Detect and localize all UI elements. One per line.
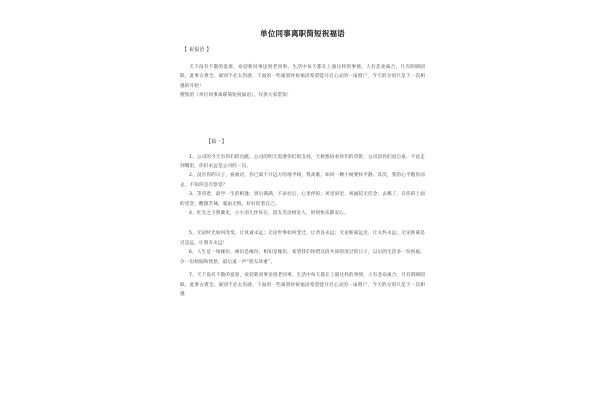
intro-paragraph <box>180 63 425 91</box>
document-body <box>180 28 425 299</box>
intro-line-2: 离别时祝福语希望能开启心灵的一扇窗户，今天的分别只是下一次相遇的开始！ <box>180 74 425 89</box>
list-item: 6、人生是一场缘份，相识是缘份，相知是缘份，希望我们珍惜这段共同的度过的日子，以后的生活多一份祝福，少一份烦恼和忧愁，最后道一声“朋友珍重”。 <box>180 250 425 265</box>
list-item: 2、没有你的日子，祝福语，你已离不开远方的地平线，我高歌，如同一颗小树要样平静。其次，我的心平随你而去，不知你是否察觉？ <box>180 173 425 188</box>
list-item: 1、公司的今天有你们的贡献，公司的明天需要你们的支持，天桥擦肩看你们的背影，公司因你们而自豪，不论走到哪里，你们永远是公司的一员。 <box>180 154 425 170</box>
intro-source-line: 搜集的《单位同事离职简短祝福语》，仅供大家借鉴！ <box>180 93 292 99</box>
document-title: 单位同事离职简短祝福语 <box>260 29 345 38</box>
list-item: 4、红光之下照冀见，小小羽儿伴你在，留友笑语相见人，时刻快乐都安心。 <box>189 211 349 217</box>
intro-line-1: 天下没有不散的宴席，欢迎新同事送别老同事。生活中每天都在上演这样的事情，人有悲欢离合，月有阴晴圆缺，此事古难全。离别不必太伤感，下面的一些 <box>180 65 425 80</box>
list-item: 7、天下没有不散的宴席，欢迎新同事送别老同事。生活中每天都在上演这样的事情，人有悲欢离合，月有阴晴圆缺，此事古难全。离别不必太伤感，下面的一些离别时祝福语希望能开启心灵的一扇窗户，今天的分别只是下一次相遇 <box>180 273 425 297</box>
section-label: 【 祝福语 】 <box>182 47 212 53</box>
part-label: 【篇一】 <box>206 138 227 145</box>
list-item: 5、无论时光如何改变，让真诚永远；无论世事如何变迁，让善良永远；无论距离远近，让关怀永远；无论距离是近是远，让朋友永远！ <box>180 231 425 246</box>
list-item: 3、等待着，最学一生的相逢；别后满满，不求往后，心里停的；风里雨里，祝福陪无挂念；去哪了，在你的上面的里念，酸甜苦辣，暮雨无悔，好好陪着自己。 <box>180 192 425 207</box>
